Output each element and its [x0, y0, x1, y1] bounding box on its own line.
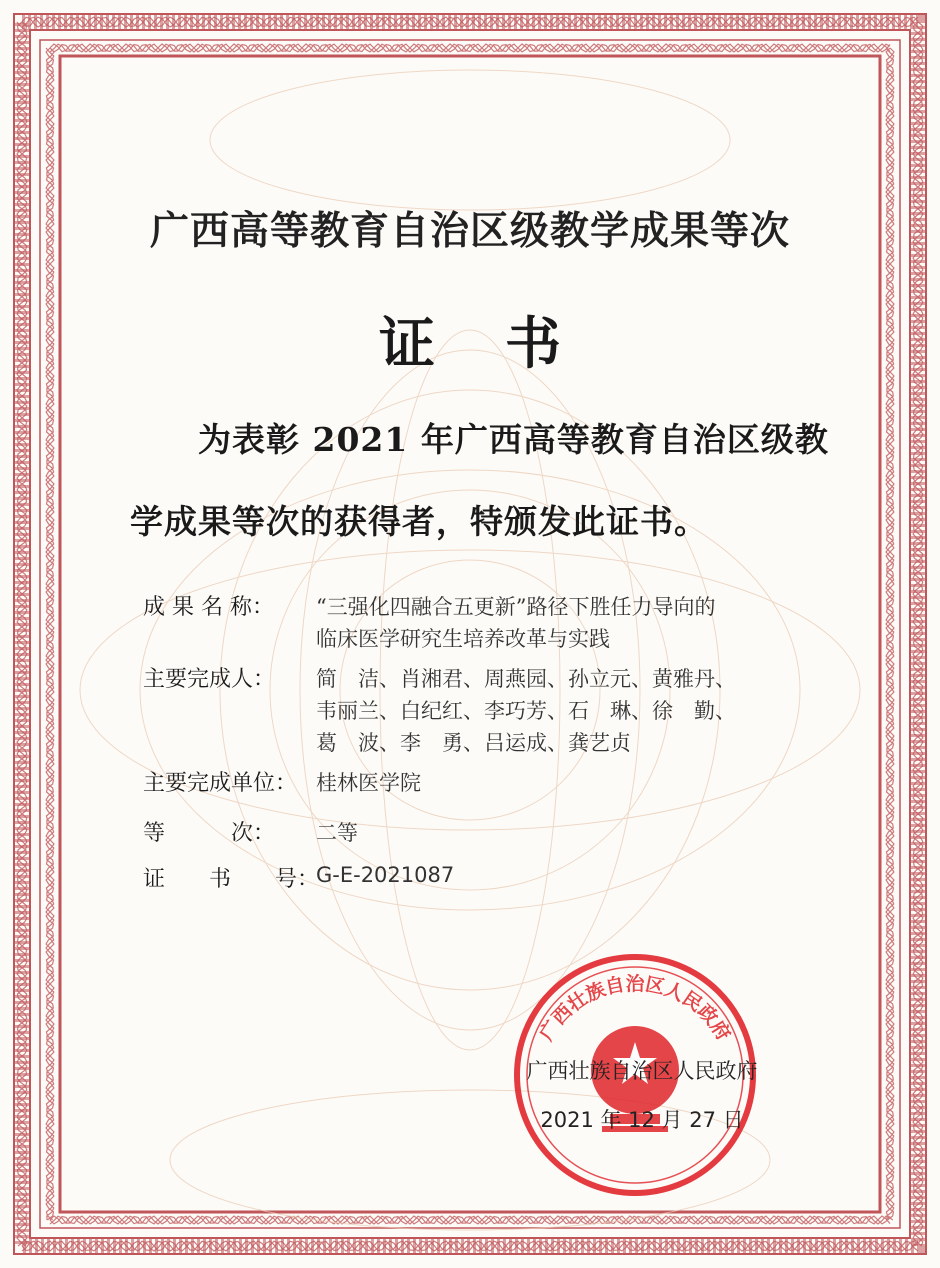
certificate-number-label: 证 书 号： — [143, 867, 320, 892]
certificate-number-value: G-E-2021087 — [316, 863, 455, 887]
main-contributors-label: 主要完成人： — [143, 667, 276, 692]
intro-line-1: 为表彰 2021 年广西高等教育自治区级教 — [198, 420, 829, 459]
intro-line-2: 学成果等次的获得者，特颁发此证书。 — [130, 502, 708, 541]
issuer-name: 广西壮族自治区人民政府 — [526, 1059, 758, 1083]
achievement-name-line-2: 临床医学研究生培养改革与实践 — [316, 627, 610, 651]
achievement-name-line-1: “三强化四融合五更新”路径下胜任力导向的 — [316, 595, 716, 619]
main-unit-value: 桂林医学院 — [316, 771, 421, 795]
grade-value: 二等 — [316, 821, 358, 845]
issue-date: 2021 年 12 月 27 日 — [540, 1108, 744, 1132]
achievement-name-label: 成 果 名 称： — [143, 595, 274, 620]
contributors-line-3: 葛 波、李 勇、吕运成、龚艺贞 — [316, 731, 631, 755]
certificate-subtitle: 证书 — [379, 312, 631, 377]
contributors-line-1: 简 洁、肖湘君、周燕园、孙立元、黄雅丹、 — [316, 667, 736, 691]
contributors-line-2: 韦丽兰、白纪红、李巧芳、石 琳、徐 勤、 — [316, 699, 736, 723]
seal-text: 广西壮族自治区人民政府 — [535, 973, 735, 1045]
main-unit-label: 主要完成单位： — [143, 771, 298, 796]
grade-label: 等 次： — [143, 821, 276, 846]
certificate-title: 广西高等教育自治区级教学成果等次 — [149, 209, 790, 254]
